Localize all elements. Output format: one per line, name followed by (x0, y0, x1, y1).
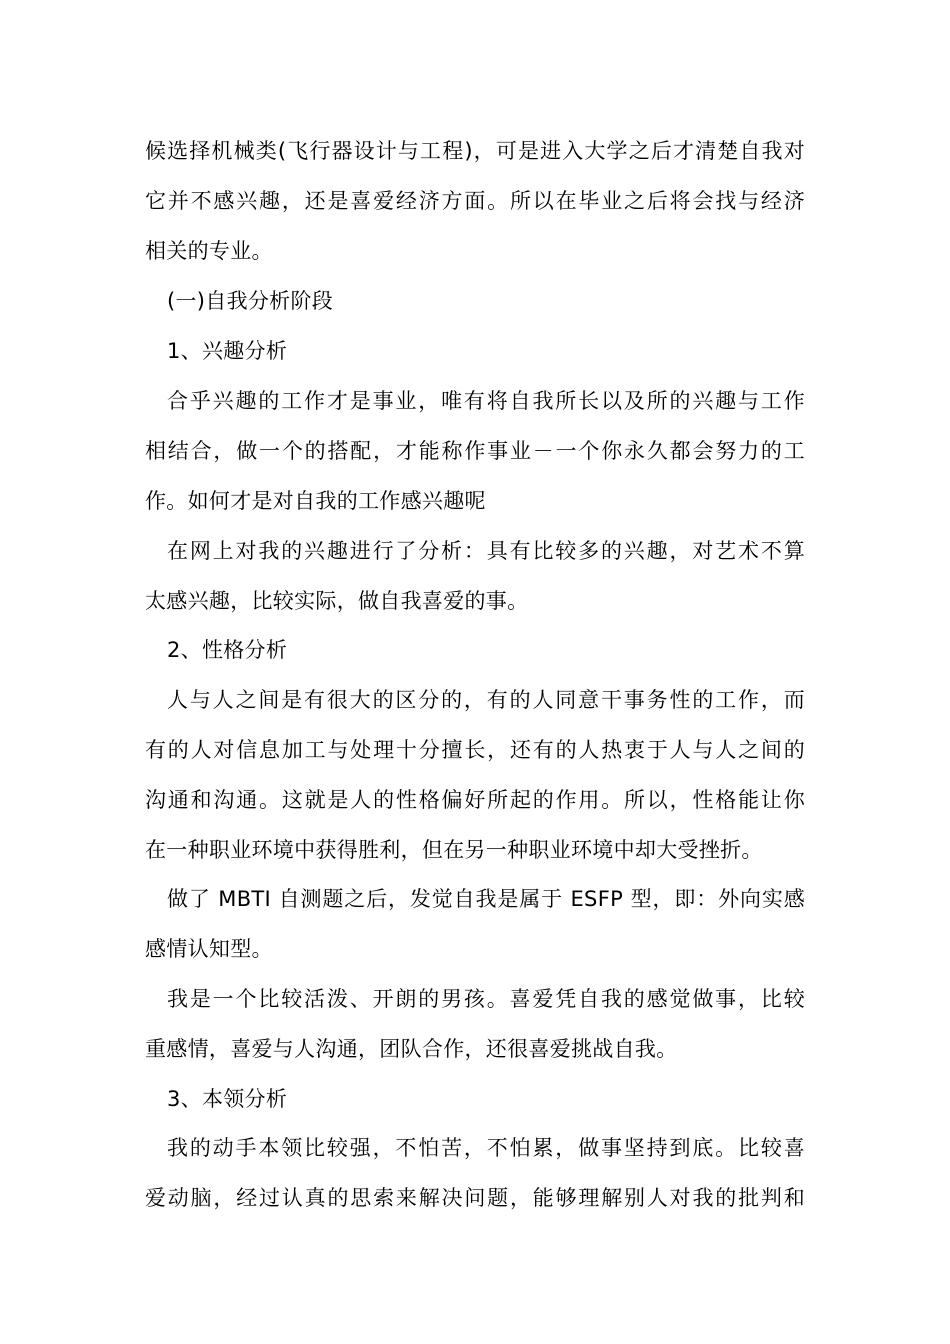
paragraph-line: 合乎兴趣的工作才是事业，唯有将自我所长以及所的兴趣与工作 (167, 389, 805, 413)
paragraph-line: 我是一个比较活泼、开朗的男孩。喜爱凭自我的感觉做事，比较 (167, 987, 805, 1011)
paragraph-line: 太感兴趣，比较实际，做自我喜爱的事。 (145, 589, 529, 613)
section-heading: (一)自我分析阶段 (167, 289, 334, 313)
subsection-heading: 3、本领分析 (167, 1087, 288, 1111)
subsection-heading: 2、性格分析 (167, 638, 288, 662)
paragraph-line: 有的人对信息加工与处理十分擅长，还有的人热衷于人与人之间的 (145, 738, 805, 762)
paragraph-line: 我的动手本领比较强，不怕苦，不怕累，做事坚持到底。比较喜 (167, 1136, 805, 1160)
paragraph-line: 沟通和沟通。这就是人的性格偏好所起的作用。所以，性格能让你 (145, 788, 805, 812)
paragraph-line: 感情认知型。 (145, 937, 273, 961)
paragraph-line: 爱动脑，经过认真的思索来解决问题，能够理解别人对我的批判和 (145, 1186, 805, 1210)
paragraph-line: 候选择机械类(飞行器设计与工程)，可是进入大学之后才清楚自我对 (145, 139, 805, 163)
paragraph-line: 在网上对我的兴趣进行了分析：具有比较多的兴趣，对艺术不算 (167, 539, 805, 563)
paragraph-line: 它并不感兴趣，还是喜爱经济方面。所以在毕业之后将会找与经济 (145, 189, 805, 213)
paragraph-line: 人与人之间是有很大的区分的，有的人同意干事务性的工作，而 (167, 688, 805, 712)
paragraph-line: 重感情，喜爱与人沟通，团队合作，还很喜爱挑战自我。 (145, 1037, 678, 1061)
paragraph-line: 相关的专业。 (145, 239, 273, 263)
subsection-heading: 1、兴趣分析 (167, 339, 288, 363)
paragraph-line: 在一种职业环境中获得胜利，但在另一种职业环境中却大受挫折。 (145, 838, 763, 862)
paragraph-line: 作。如何才是对自我的工作感兴趣呢 (145, 489, 486, 513)
paragraph-line: 相结合，做一个的搭配，才能称作事业－一个你永久都会努力的工 (145, 439, 805, 463)
paragraph-line: 做了 MBTI 自测题之后，发觉自我是属于 ESFP 型，即：外向实感 (167, 887, 805, 911)
